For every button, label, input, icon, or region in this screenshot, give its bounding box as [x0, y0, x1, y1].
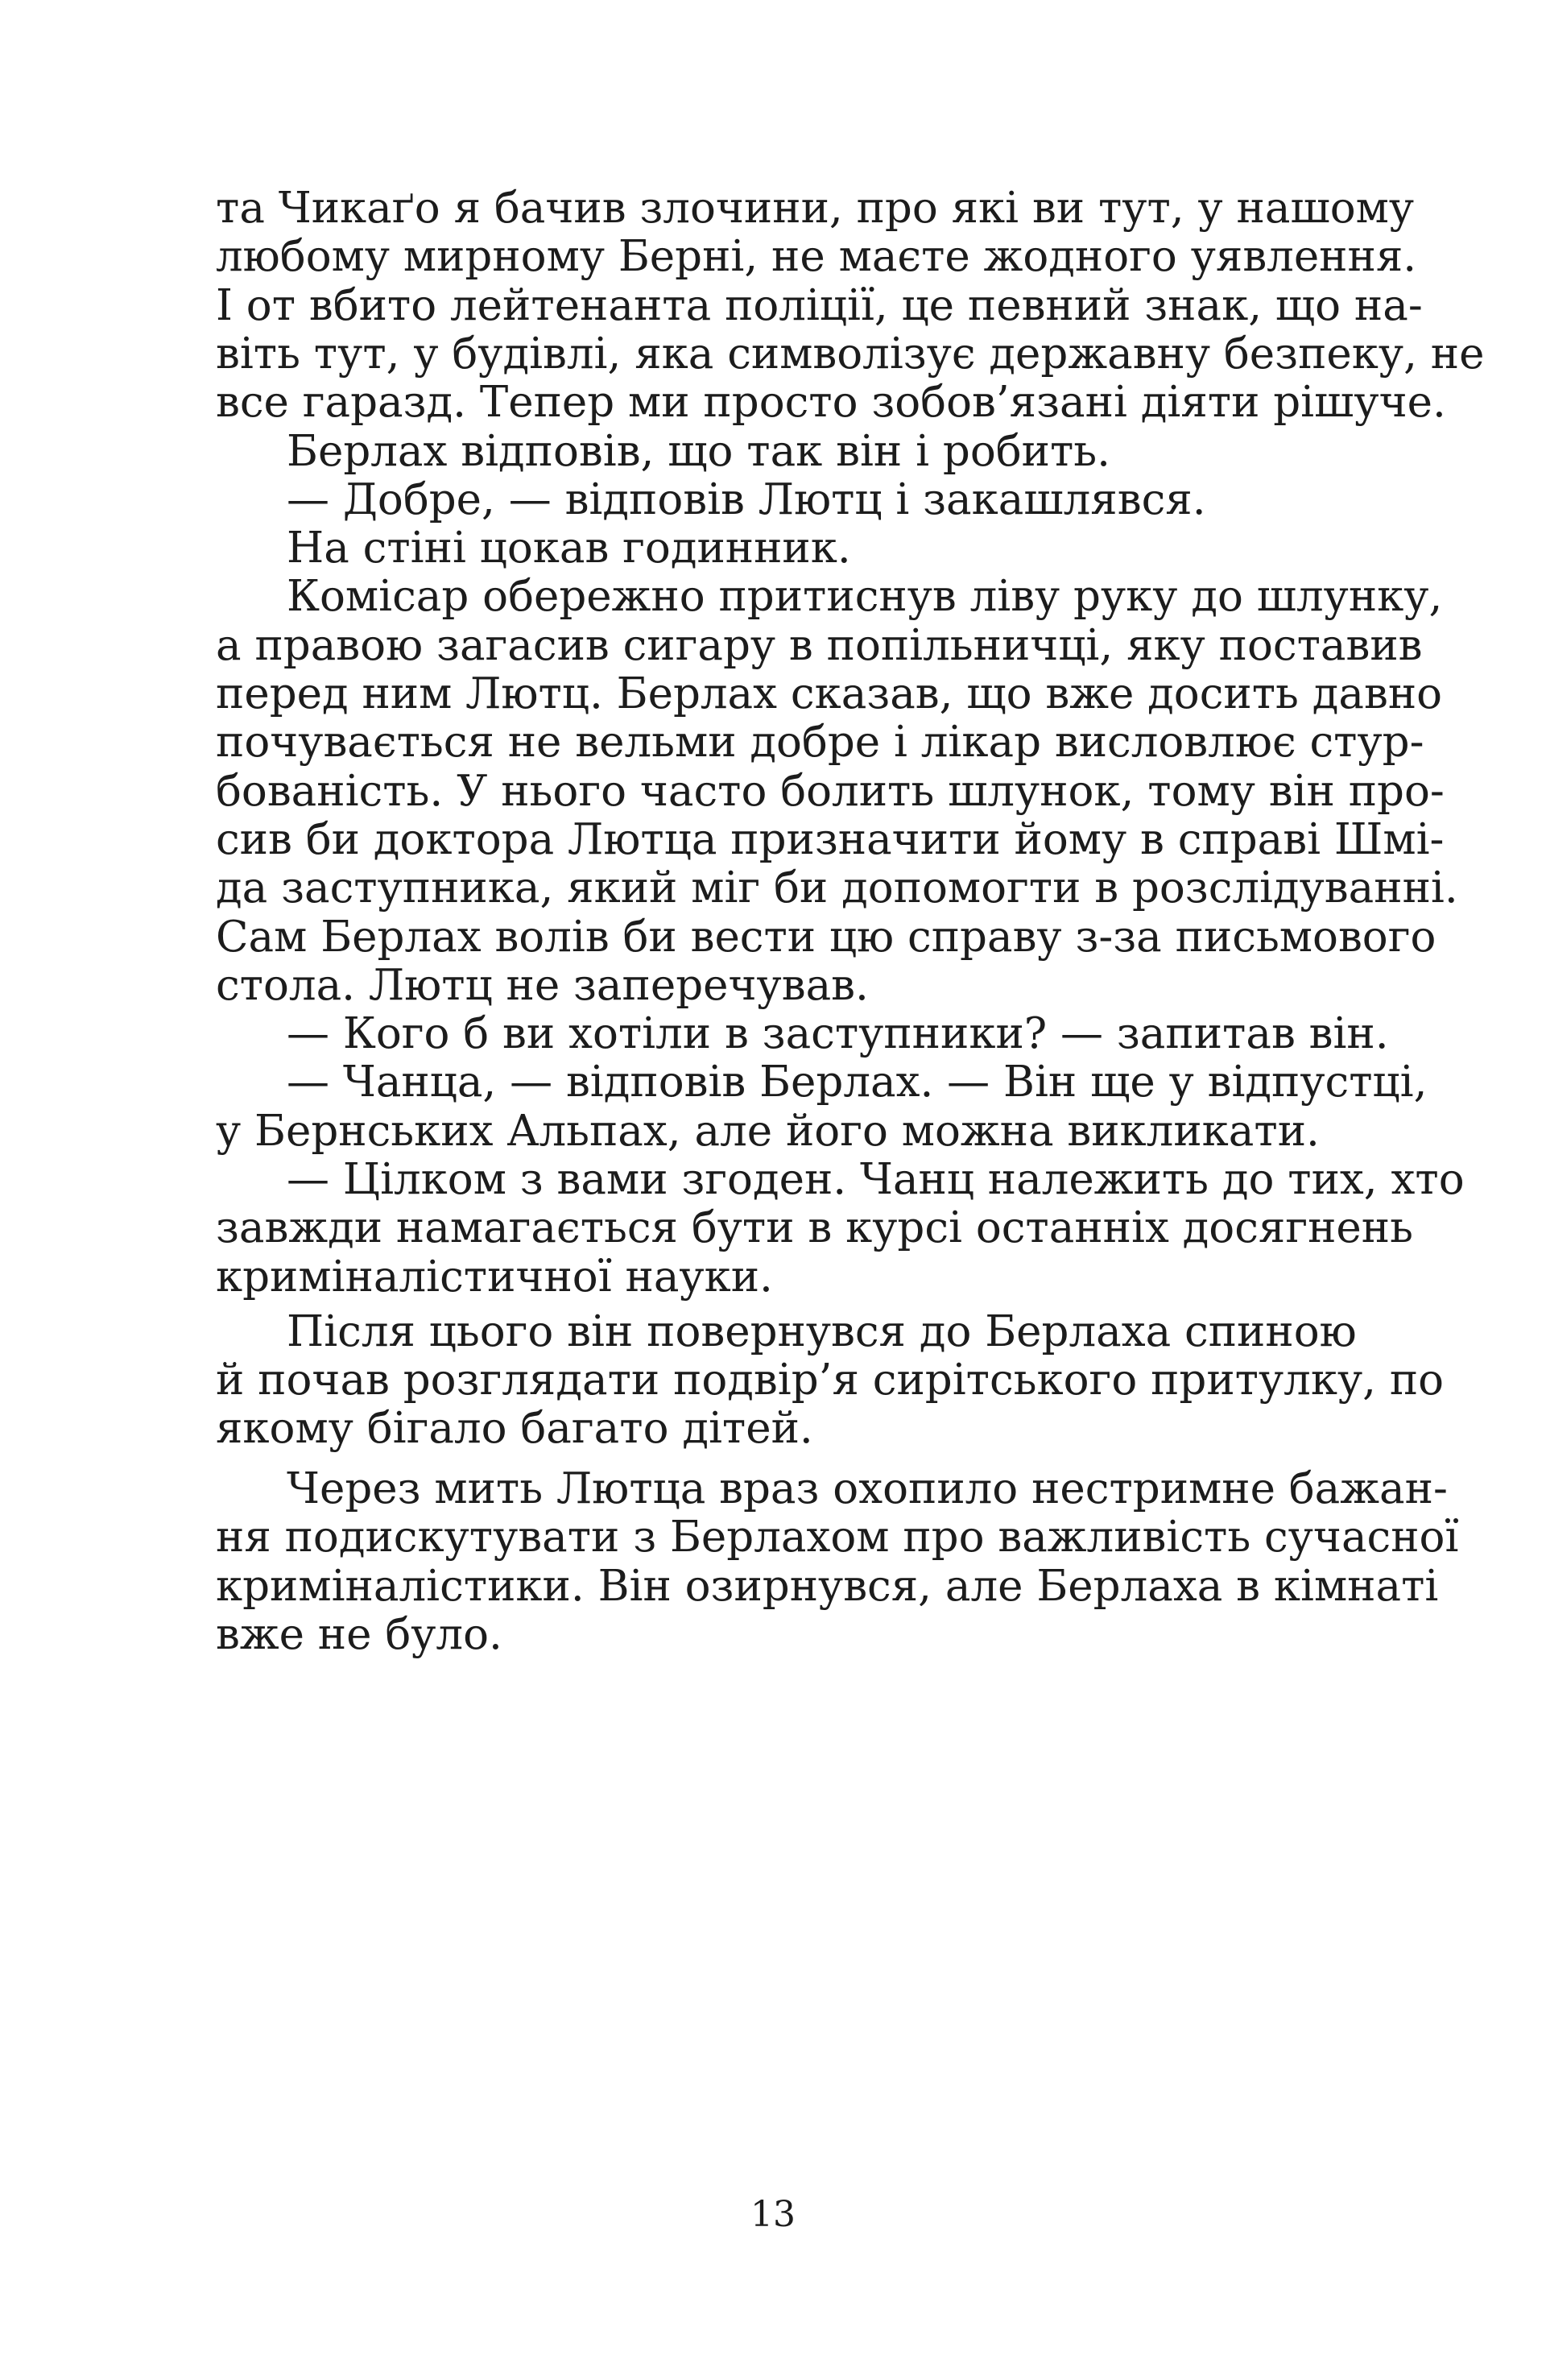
text-line: бованість. У нього часто болить шлунок, тому він про- — [216, 767, 1445, 816]
text-line: й почав розглядати подвір’я сирітського притулку, по — [216, 1356, 1445, 1405]
text-line: — Чанца, — відповів Берлах. — Він ще у відпустці, — [287, 1058, 1428, 1107]
text-line: завжди намагається бути в курсі останніх досягнень — [216, 1203, 1413, 1252]
text-line: все гаразд. Тепер ми просто зобов’язані діяти рішуче. — [216, 378, 1446, 427]
page-number: 13 — [750, 2194, 796, 2235]
text-line: Через мить Лютца враз охопило нестримне бажан- — [287, 1464, 1448, 1513]
text-line: перед ним Лютц. Берлах сказав, що вже досить давно — [216, 669, 1443, 718]
text-line: віть тут, у будівлі, яка символізує державну безпеку, не — [216, 329, 1485, 379]
text-line: Берлах відповів, що так він і робить. — [287, 427, 1110, 476]
text-line: якому бігало багато дітей. — [216, 1404, 813, 1453]
text-line: стола. Лютц не заперечував. — [216, 961, 869, 1010]
text-line: — Кого б ви хотіли в заступники? — запитав він. — [287, 1009, 1389, 1058]
text-line: І от вбито лейтенанта поліції, це певний знак, що на- — [216, 281, 1423, 330]
text-line: криміналістичної науки. — [216, 1252, 773, 1302]
text-line: На стіні цокав годинник. — [287, 524, 851, 573]
text-line: — Цілком з вами згоден. Чанц належить до тих, хто — [287, 1155, 1465, 1204]
text-line: Після цього він повернувся до Берлаха спиною — [287, 1307, 1357, 1356]
text-line: а правою загасив сигару в попільничці, яку поставив — [216, 621, 1423, 670]
text-line: любому мирному Берні, не маєте жодного уявлення. — [216, 232, 1417, 281]
text-line: да заступника, який міг би допомогти в розслідуванні. — [216, 863, 1458, 913]
text-line: сив би доктора Лютца призначити йому в справі Шмі- — [216, 815, 1445, 864]
text-line: у Бернських Альпах, але його можна викликати. — [216, 1107, 1320, 1156]
text-line: почувається не вельми добре і лікар висловлює стур- — [216, 718, 1424, 767]
text-line: та Чикаґо я бачив злочини, про які ви тут, у нашому — [216, 184, 1415, 233]
text-line: криміналістики. Він озирнувся, але Берлаха в кімнаті — [216, 1562, 1439, 1611]
text-line: Сам Берлах волів би вести цю справу з-за письмового — [216, 913, 1436, 962]
text-line: Комісар обережно притиснув ліву руку до шлунку, — [287, 572, 1443, 621]
text-line: ня подискутувати з Берлахом про важливість сучасної — [216, 1513, 1459, 1562]
text-line: вже не було. — [216, 1610, 502, 1659]
text-line: — Добре, — відповів Лютц і закашлявся. — [287, 475, 1206, 524]
